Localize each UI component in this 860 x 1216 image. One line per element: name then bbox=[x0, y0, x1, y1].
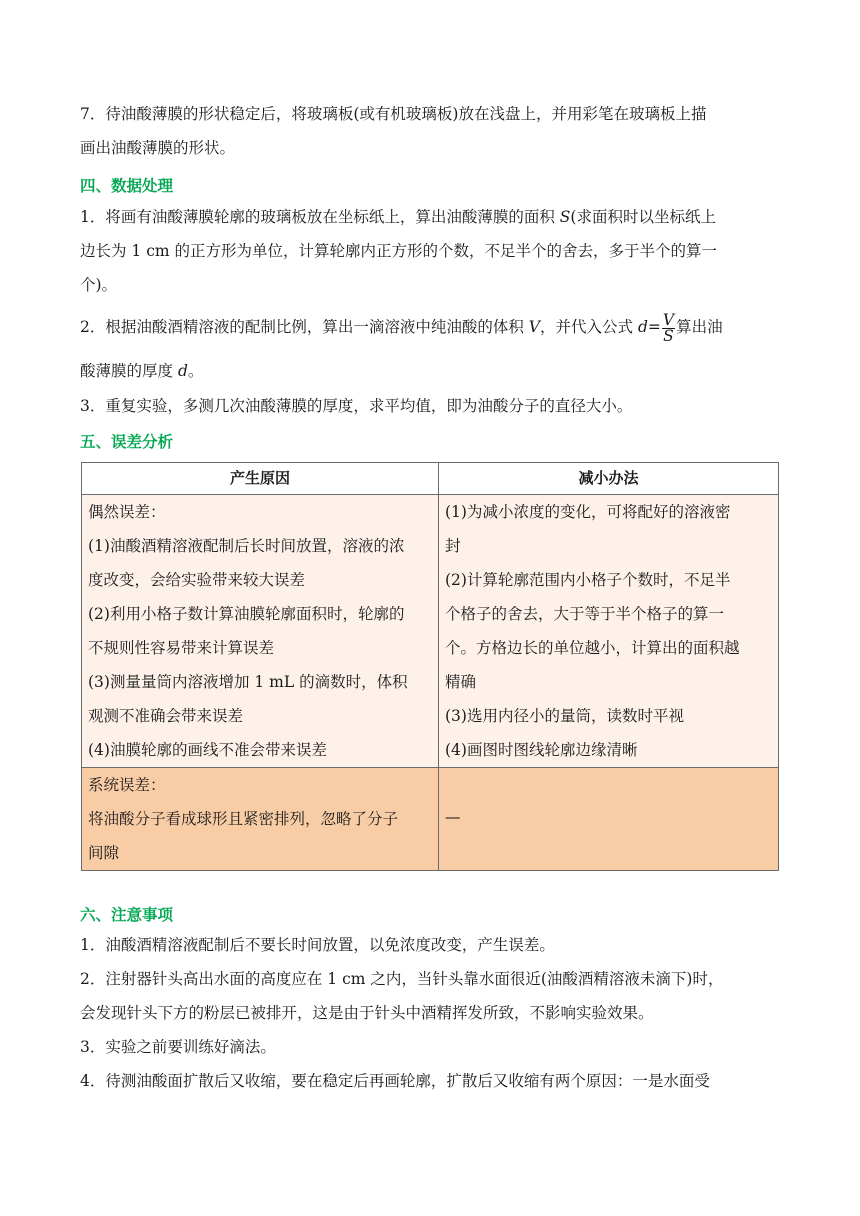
section-4-heading: 四、数据处理 bbox=[80, 177, 174, 195]
data-item-2-line-2: 酸薄膜的厚度 d。 bbox=[80, 362, 204, 380]
notes-item-4: 4．待测油酸面扩散后又收缩，要在稳定后再画轮廓，扩散后又收缩有两个原因：一是水面受 bbox=[80, 1072, 710, 1090]
random-error-remedy-cell: (1)为减小浓度的变化，可将配好的溶液密 封 (2)计算轮廓范围内小格子个数时，不足半 个格子的舍去，大于等于半个格子的算一 个。方格边长的单位越小，计算出的面积越 精确 (3)选用内径小的量筒，读数时平视 (4)画图时图线轮廓边缘清晰 bbox=[439, 495, 779, 768]
error-analysis-table bbox=[81, 462, 779, 871]
header-cause: 产生原因 bbox=[82, 463, 439, 495]
data-item-1-line-2: 边长为 1 cm 的正方形为单位，计算轮廓内正方形的个数，不足半个的舍去，多于半个的算一 bbox=[80, 242, 718, 260]
table-row-random-error bbox=[82, 495, 779, 768]
notes-item-3: 3．实验之前要训练好滴法。 bbox=[80, 1038, 276, 1056]
table-row-systematic-error bbox=[82, 768, 779, 871]
section-6-heading: 六、注意事项 bbox=[80, 906, 174, 924]
step-7-line-2: 画出油酸薄膜的形状。 bbox=[80, 139, 236, 157]
data-item-1-line-3: 个)。 bbox=[80, 276, 118, 294]
systematic-error-cause-cell: 系统误差： 将油酸分子看成球形且紧密排列，忽略了分子 间隙 bbox=[82, 768, 439, 871]
notes-item-2-line-1: 2．注射器针头高出水面的高度应在 1 cm 之内，当针头靠水面很近(油酸酒精溶液未滴下)时， bbox=[80, 970, 724, 988]
step-7-line-1: 7．待油酸薄膜的形状稳定后，将玻璃板(或有机玻璃板)放在浅盘上，并用彩笔在玻璃板上描 bbox=[80, 105, 707, 123]
notes-item-2-line-2: 会发现针头下方的粉层已被排开，这是由于针头中酒精挥发所致，不影响实验效果。 bbox=[80, 1004, 654, 1022]
random-error-cause-cell: 偶然误差： (1)油酸酒精溶液配制后长时间放置，溶液的浓 度改变，会给实验带来较大误差 (2)利用小格子数计算油膜轮廓面积时，轮廓的 不规则性容易带来计算误差 (3)测量量筒内溶液增加 1 mL 的滴数时，体积 观测不准确会带来误差 (4)油膜轮廓的画线不准会带来误差 bbox=[82, 495, 439, 768]
header-remedy: 减小办法 bbox=[439, 463, 779, 495]
data-item-1-line-1: 1．将画有油酸薄膜轮廓的玻璃板放在坐标纸上，算出油酸薄膜的面积 S(求面积时以坐标纸上 bbox=[80, 208, 716, 226]
fraction-v-over-s: $\frac{V}{S}$ bbox=[662, 310, 675, 345]
formula: d= bbox=[637, 318, 661, 336]
systematic-error-remedy-cell: — bbox=[439, 768, 779, 871]
data-item-3: 3．重复实验，多测几次油酸薄膜的厚度，求平均值，即为油酸分子的直径大小。 bbox=[80, 397, 633, 415]
data-item-2-line-1: 2．根据油酸酒精溶液的配制比例，算出一滴溶液中纯油酸的体积 V，并代入公式 d= $\frac{V}{S}$ 算出油 bbox=[80, 310, 723, 345]
section-5-heading: 五、误差分析 bbox=[80, 433, 174, 451]
table-header-row bbox=[82, 463, 779, 495]
notes-item-1: 1．油酸酒精溶液配制后不要长时间放置，以免浓度改变，产生误差。 bbox=[80, 936, 555, 954]
var-s: S bbox=[559, 208, 571, 226]
